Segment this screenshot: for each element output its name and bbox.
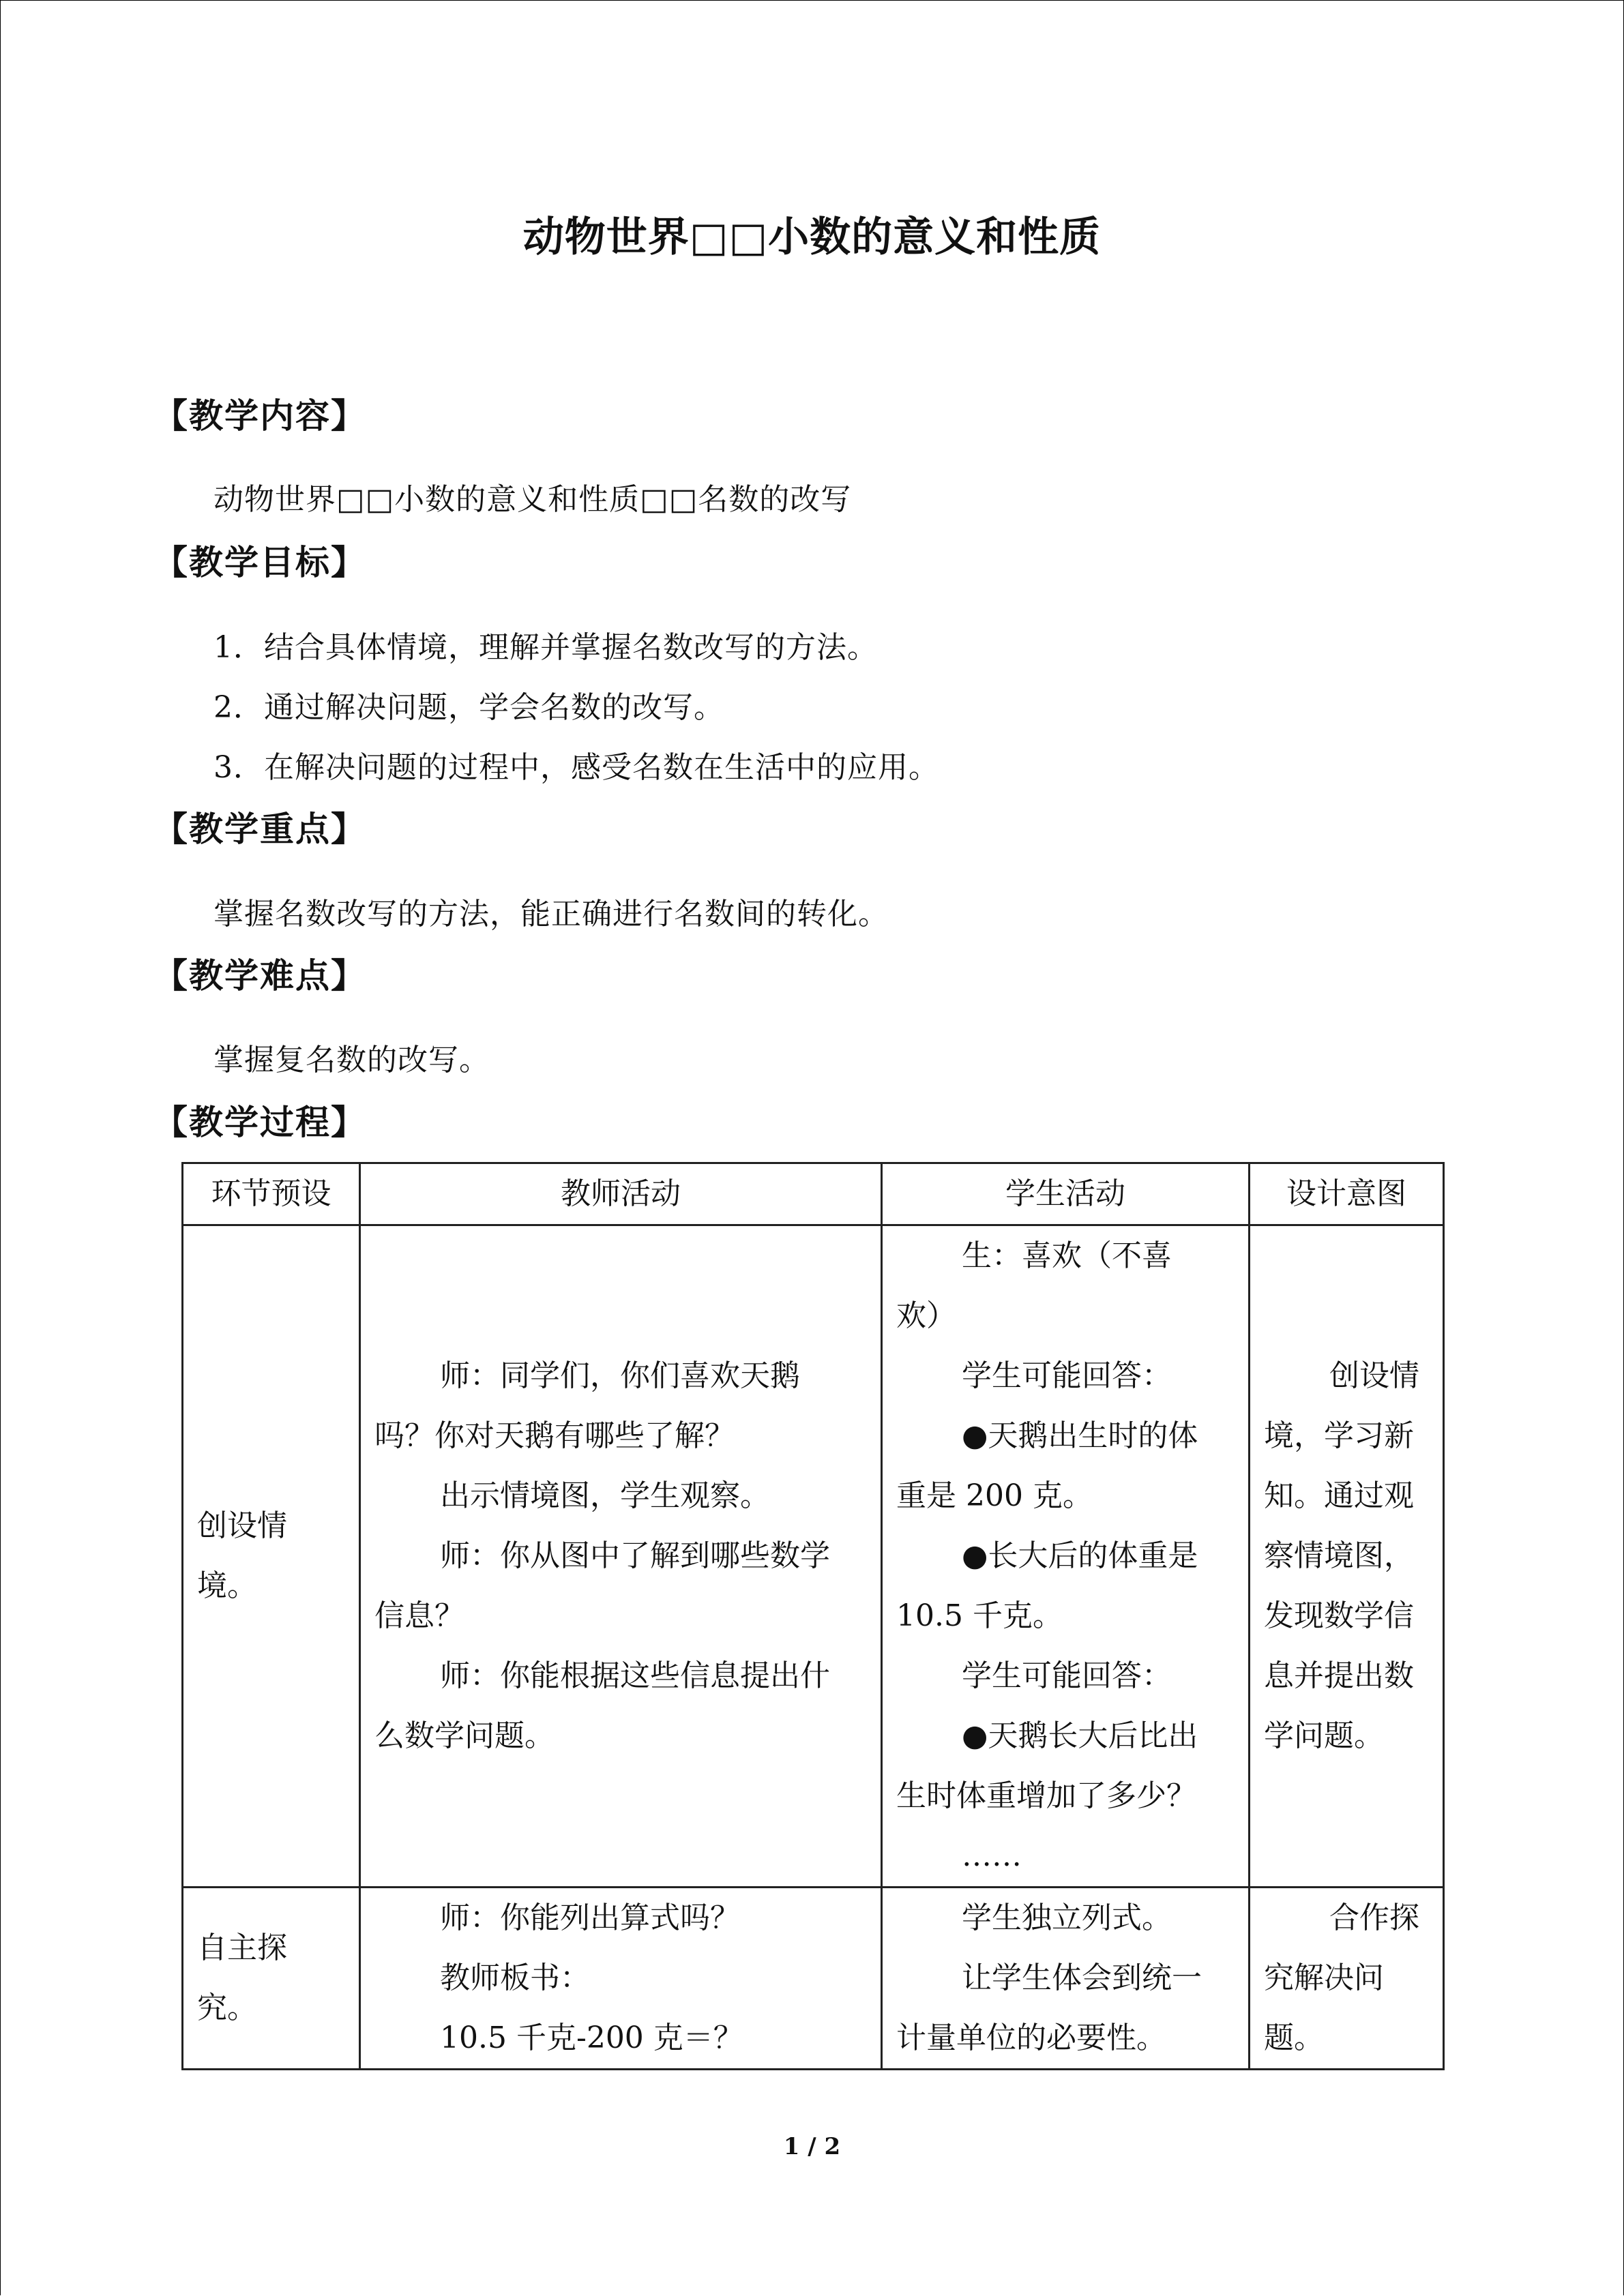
stage-line: 究。	[197, 1991, 257, 2025]
teacher-line: 师：你能根据这些信息提出什	[440, 1658, 830, 1693]
intent-line: 息并提出数	[1264, 1658, 1414, 1693]
teacher-line: 吗？你对天鹅有哪些了解？	[374, 1418, 735, 1453]
student-line: 生时体重增加了多少？	[896, 1778, 1196, 1813]
heading-process: 【教学过程】	[153, 1102, 366, 1142]
student-line: 欢）	[896, 1298, 956, 1333]
student-cell	[882, 1888, 1250, 2070]
teacher-cell	[360, 1225, 882, 1888]
student-line: ●长大后的体重是	[962, 1538, 1198, 1573]
student-line: 重是 200 克。	[896, 1478, 1093, 1513]
intent-line: 合作探	[1329, 1900, 1419, 1935]
teacher-line: 10.5 千克-200 克＝？	[440, 2021, 743, 2055]
goal-item-1: 1．结合具体情境，理解并掌握名数改写的方法。	[213, 630, 878, 665]
header-intent: 设计意图	[1250, 1163, 1444, 1225]
student-line: ……	[962, 1838, 1022, 1873]
table-row	[183, 1225, 1444, 1888]
difficulties-text: 掌握复名数的改写。	[213, 1043, 490, 1077]
content-text: 动物世界□□小数的意义和性质□□名数的改写	[213, 482, 852, 517]
stage-cell	[183, 1225, 360, 1888]
teacher-line: 师：你从图中了解到哪些数学	[440, 1538, 830, 1573]
process-table	[181, 1162, 1445, 2070]
intent-line: 境，学习新	[1264, 1418, 1414, 1453]
intent-line: 发现数学信	[1264, 1598, 1414, 1633]
student-line: 计量单位的必要性。	[896, 2021, 1166, 2055]
page-number: 1 / 2	[783, 2133, 841, 2160]
page-title: 动物世界□□小数的意义和性质	[522, 213, 1102, 261]
intent-line: 创设情	[1329, 1358, 1419, 1393]
intent-cell	[1250, 1225, 1444, 1888]
teacher-line: 出示情境图，学生观察。	[440, 1478, 770, 1513]
stage-line: 境。	[197, 1568, 257, 1603]
table-row	[183, 1888, 1444, 2070]
header-teacher: 教师活动	[360, 1163, 882, 1225]
intent-line: 学问题。	[1264, 1718, 1384, 1753]
heading-difficulties: 【教学难点】	[153, 955, 366, 996]
teacher-cell	[360, 1888, 882, 2070]
student-line: 学生可能回答：	[962, 1358, 1172, 1393]
intent-line: 知。通过观	[1264, 1478, 1414, 1513]
student-line: ●天鹅长大后比出	[962, 1718, 1198, 1753]
teacher-line: 教师板书：	[440, 1960, 590, 1995]
student-cell	[882, 1225, 1250, 1888]
student-line: ●天鹅出生时的体	[962, 1418, 1198, 1453]
heading-key-points: 【教学重点】	[153, 809, 366, 849]
header-stage: 环节预设	[183, 1163, 360, 1225]
heading-goals: 【教学目标】	[153, 542, 366, 582]
stage-cell	[183, 1888, 360, 2070]
table-header-row	[183, 1163, 1444, 1225]
key-points-text: 掌握名数改写的方法，能正确进行名数间的转化。	[213, 897, 889, 931]
header-student: 学生活动	[882, 1163, 1250, 1225]
teacher-line: 信息？	[374, 1598, 464, 1633]
intent-cell	[1250, 1888, 1444, 2070]
student-line: 学生可能回答：	[962, 1658, 1172, 1693]
teacher-line: 师：同学们，你们喜欢天鹅	[440, 1358, 800, 1393]
teacher-line: 么数学问题。	[374, 1718, 555, 1753]
student-line: 学生独立列式。	[962, 1900, 1172, 1935]
stage-line: 自主探	[197, 1930, 287, 1965]
intent-line: 究解决问	[1264, 1960, 1384, 1995]
intent-line: 题。	[1264, 2021, 1324, 2055]
stage-line: 创设情	[197, 1508, 287, 1543]
goal-item-3: 3．在解决问题的过程中，感受名数在生活中的应用。	[213, 750, 939, 785]
student-line: 让学生体会到统一	[962, 1960, 1202, 1995]
student-line: 10.5 千克。	[896, 1598, 1063, 1633]
intent-line: 察情境图，	[1264, 1538, 1414, 1573]
goal-item-2: 2．通过解决问题，学会名数的改写。	[213, 690, 724, 725]
heading-content: 【教学内容】	[153, 396, 366, 436]
student-line: 生：喜欢（不喜	[962, 1238, 1172, 1273]
teacher-line: 师：你能列出算式吗？	[440, 1900, 740, 1935]
